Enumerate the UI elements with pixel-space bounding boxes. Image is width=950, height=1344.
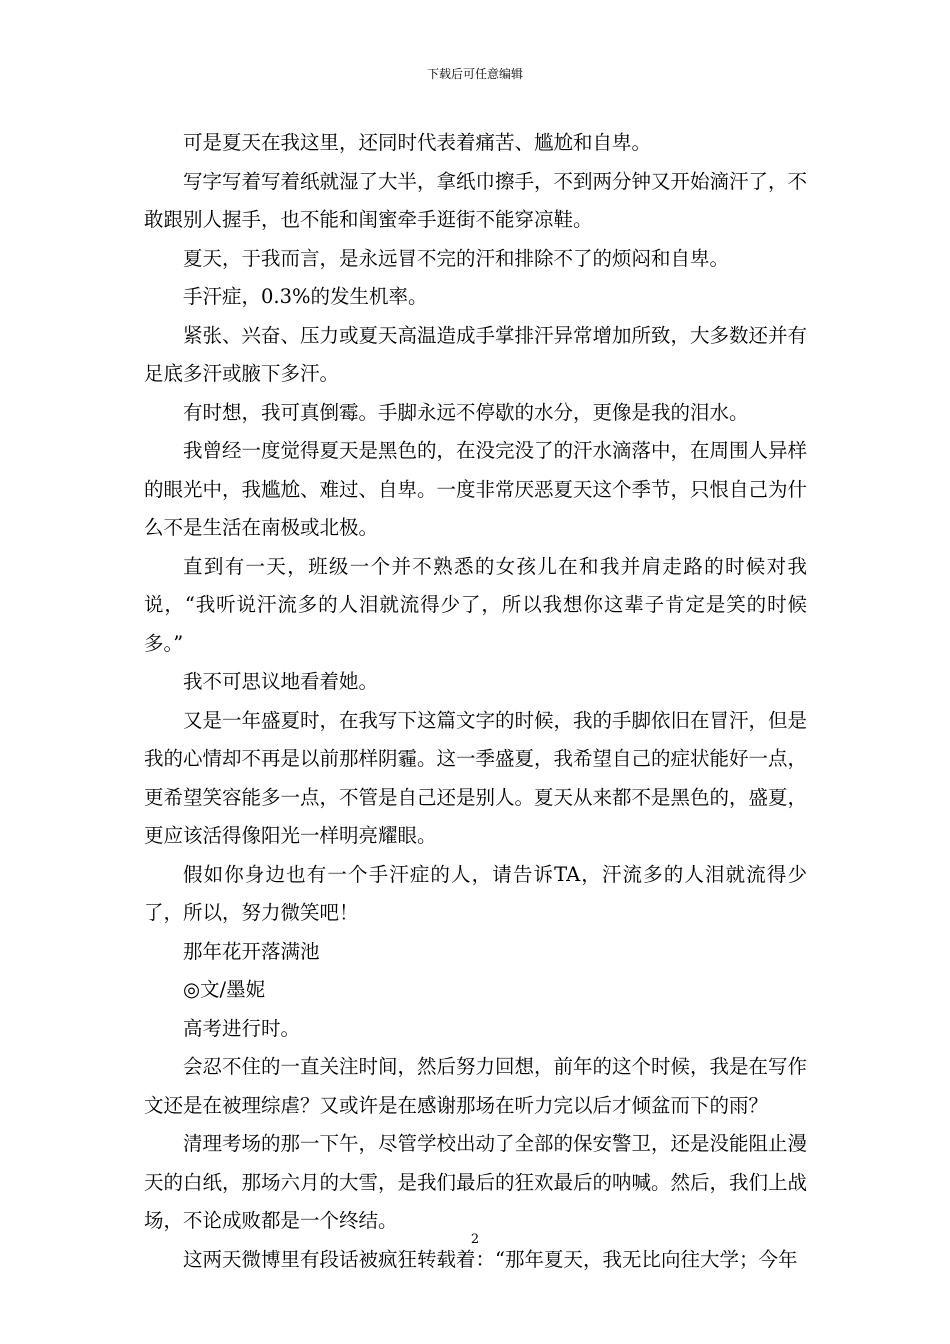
paragraph: 高考进行时。 [183,1016,301,1040]
paragraph: 又是一年盛夏时，在我写下这篇文字的时候，我的手脚依旧在冒汗，但是我的心情却不再是以前那样阴霾。这一季盛夏，我希望自己的症状能好一点，更希望笑容能多一点，不管是自己还是别人。夏天从来都不是黑色的，盛夏，更应该活得像阳光一样明亮耀眼。 [144,708,808,847]
paragraph: 会忍不住的一直关注时间，然后努力回想，前年的这个时候，我是在写作文还是在被理综虐？又或许是在感谢那场在听力完以后才倾盆而下的雨？ [144,1055,808,1117]
article-author: ◎文/墨妮 [183,978,266,1001]
paragraph: 直到有一天，班级一个并不熟悉的女孩儿在和我并肩走路的时候对我说，“我听说汗流多的人泪就流得少了，所以我想你这辈子肯定是笑的时候多。” [144,554,807,655]
paragraph: 假如你身边也有一个手汗症的人，请告诉TA，汗流多的人泪就流得少了，所以，努力微笑吧！ [144,862,807,924]
paragraph: 写字写着写着纸就湿了大半，拿纸巾擦手，不到两分钟又开始滴汗了，不敢跟别人握手，也不能和闺蜜牵手逛街不能穿凉鞋。 [144,169,808,231]
page-number: 2 [470,1232,480,1247]
paragraph: 清理考场的那一下午，尽管学校出动了全部的保安警卫，还是没能阻止漫天的白纸，那场六月的大雪，是我们最后的狂欢最后的呐喊。然后，我们上战场，不论成败都是一个终结。 [144,1132,808,1232]
document-body [144,124,807,1279]
paragraph: 紧张、兴奋、压力或夏天高温造成手掌排汗异常增加所致，大多数还并有足底多汗或腋下多汗。 [144,323,808,385]
paragraph: 这两天微博里有段话被疯狂转载着：“那年夏天，我无比向往大学；今年 [183,1247,798,1271]
paragraph: 夏天，于我而言，是永远冒不完的汗和排除不了的烦闷和自卑。 [183,246,730,270]
article-title: 那年花开落满池 [183,939,320,963]
paragraph: 可是夏天在我这里，还同时代表着痛苦、尴尬和自卑。 [183,131,652,154]
paragraph: 我曾经一度觉得夏天是黑色的，在没完没了的汗水滴落中，在周围人异样的眼光中，我尴尬、难过、自卑。一度非常厌恶夏天这个季节，只恨自己为什么不是生活在南极或北极。 [144,439,808,539]
page-header: 下载后可任意编辑 [426,67,523,81]
paragraph: 有时想，我可真倒霉。手脚永远不停歇的水分，更像是我的泪水。 [183,400,749,424]
paragraph: 手汗症，0.3%的发生机率。 [183,285,428,308]
paragraph: 我不可思议地看着她。 [183,670,379,693]
